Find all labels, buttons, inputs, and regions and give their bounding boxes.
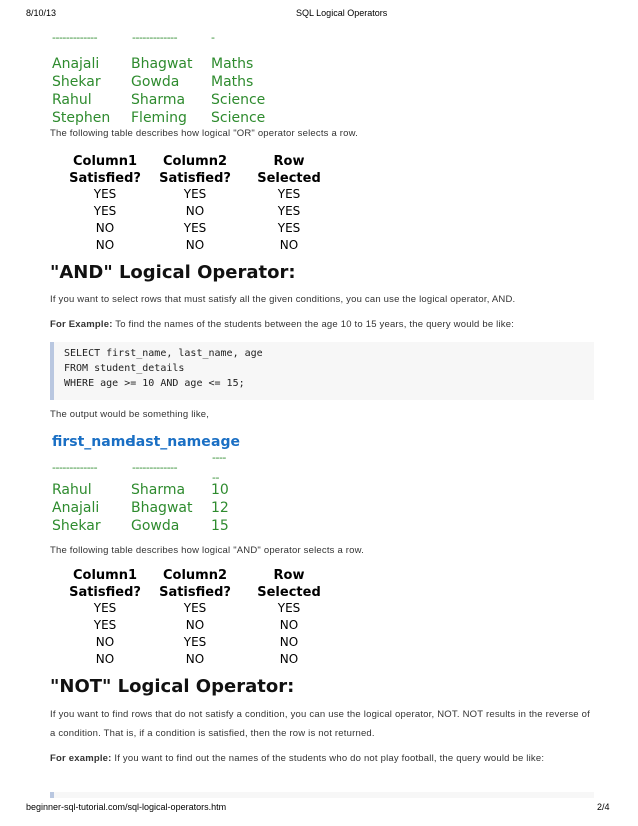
cell: NO <box>185 652 205 666</box>
cell: Maths <box>211 56 254 72</box>
cell: 10 <box>211 482 229 498</box>
cell: YES <box>183 221 207 235</box>
or-intro-text: The following table describes how logical "OR" operator selects a row. <box>50 128 358 139</box>
example-label: For Example: <box>50 319 113 330</box>
cell: Sharma <box>131 92 186 108</box>
output-header-last-name: last_name <box>131 434 211 450</box>
cell: Sharma <box>131 482 186 498</box>
footer-page: 2/4 <box>597 802 610 812</box>
output-header-first-name: first_name <box>52 434 135 450</box>
cell: Bhagwat <box>131 500 193 516</box>
dash-row-col1: ------------- <box>52 461 98 474</box>
cell: NO <box>95 221 115 235</box>
cell: Rahul <box>52 482 92 498</box>
example-text: To find the names of the students between the age 10 to 15 years, the query would be like: <box>112 319 515 330</box>
cell: YES <box>277 204 301 218</box>
and-header-col2: Column2 Satisfied? <box>159 568 231 600</box>
cell: NO <box>95 635 115 649</box>
cell: NO <box>279 652 299 666</box>
cell: YES <box>277 187 301 201</box>
example-text: If you want to find out the names of the students who do not play football, the query would be like: <box>111 753 545 764</box>
cell: YES <box>93 601 117 615</box>
cell: Fleming <box>131 110 187 126</box>
dash-row-col2: ------------- <box>132 31 178 44</box>
and-intro-text: The following table describes how logical "AND" operator selects a row. <box>50 545 365 556</box>
cell: Gowda <box>131 518 180 534</box>
cell: NO <box>185 618 205 632</box>
code-block-partial <box>50 792 594 798</box>
output-header-age: age <box>211 434 240 450</box>
code-line: SELECT first_name, last_name, age <box>64 348 263 359</box>
and-heading: "AND" Logical Operator: <box>50 262 296 283</box>
cell: 15 <box>211 518 229 534</box>
cell: NO <box>279 618 299 632</box>
and-code-block <box>50 342 594 400</box>
cell: YES <box>93 187 117 201</box>
dash-row-col2: ------------- <box>132 461 178 474</box>
cell: Shekar <box>52 74 101 90</box>
cell: Science <box>211 92 266 108</box>
cell: Anajali <box>52 500 100 516</box>
cell: Shekar <box>52 518 101 534</box>
cell: Science <box>211 110 266 126</box>
cell: YES <box>277 601 301 615</box>
not-example <box>50 749 590 768</box>
dash-row-col1: ------------- <box>52 31 98 44</box>
cell: Maths <box>211 74 254 90</box>
dash-row-col3a: ---- <box>212 451 226 464</box>
cell: Rahul <box>52 92 92 108</box>
print-date: 8/10/13 <box>26 8 57 18</box>
output-intro: The output would be something like, <box>50 409 210 420</box>
not-description: If you want to find rows that do not satisfy a condition, you can use the logical operator, NOT. NOT results in the reverse of a condition. That is, if a condition is satisfied, then the row is not returned. <box>50 709 590 739</box>
cell: 12 <box>211 500 229 516</box>
cell: NO <box>279 635 299 649</box>
cell: YES <box>183 601 207 615</box>
or-header-col1: Column1 Satisfied? <box>69 154 141 186</box>
cell: YES <box>93 618 117 632</box>
and-example <box>50 315 590 334</box>
cell: Bhagwat <box>131 56 193 72</box>
and-header-col3: Row Selected <box>257 568 321 600</box>
cell: YES <box>183 635 207 649</box>
cell: NO <box>279 238 299 252</box>
dash-row-col3b: -- <box>212 471 219 484</box>
cell: YES <box>93 204 117 218</box>
code-line: FROM student_details <box>64 363 185 374</box>
cell: NO <box>185 238 205 252</box>
cell: NO <box>95 238 115 252</box>
example-label: For example: <box>50 753 112 764</box>
or-header-col3: Row Selected <box>257 154 321 186</box>
code-line: WHERE age >= 10 AND age <= 15; <box>64 378 245 389</box>
cell: Gowda <box>131 74 180 90</box>
cell: YES <box>277 221 301 235</box>
dash-row-col3: - <box>211 31 215 44</box>
and-header-col1: Column1 Satisfied? <box>69 568 141 600</box>
cell: NO <box>185 204 205 218</box>
print-title: SQL Logical Operators <box>296 8 388 18</box>
cell: Stephen <box>52 110 111 126</box>
not-heading: "NOT" Logical Operator: <box>50 676 295 697</box>
cell: YES <box>183 187 207 201</box>
and-description: If you want to select rows that must satisfy all the given conditions, you can use the logical operator, AND. <box>50 294 516 305</box>
or-header-col2: Column2 Satisfied? <box>159 154 231 186</box>
cell: NO <box>95 652 115 666</box>
footer-url: beginner-sql-tutorial.com/sql-logical-operators.htm <box>26 802 227 812</box>
cell: Anajali <box>52 56 100 72</box>
